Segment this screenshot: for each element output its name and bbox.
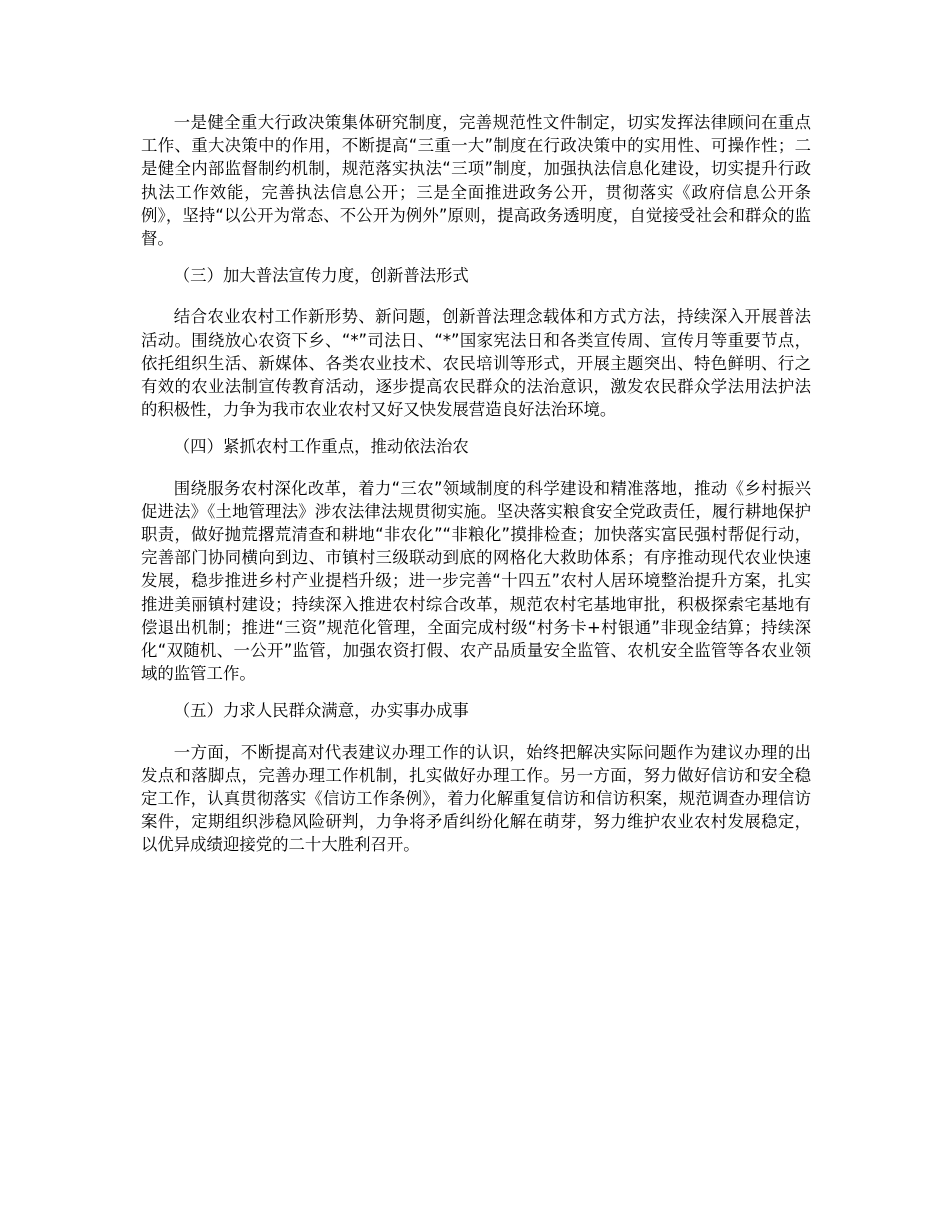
spacer: [141, 685, 811, 699]
section-heading-5: （五）力求人民群众满意，办实事办成事: [173, 701, 469, 721]
paragraph-rural-work: 围绕服务农村深化改革，着力“三农”领域制度的科学建设和精准落地，推动《乡村振兴促进法》《土地管理法》涉农法律法规贯彻实施。坚决落实粮食安全党政责任，履行耕地保护职责，做好抛荒撂荒清查和耕地“非农化”“非粮化”摸排检查；加快落实富民强村帮促行动，完善部门协同横向到边、市镇村三级联动到底的网格化大救助体系；有序推动现代农业快速发展，稳步推进乡村产业提档升级；进一步完善“十四五”农村人居环境整治提升方案，扎实推进美丽镇村建设；持续深入推进农村综合改革，规范农村宅基地审批，积极探索宅基地有偿退出机制；推进“三资”规范化管理，全面完成村级“村务卡+村银通”非现金结算；持续深化“双随机、一公开”监管，加强农资打假、农产品质量安全监管、农机安全监管等各农业领域的监管工作。: [141, 478, 811, 684]
spacer: [141, 459, 811, 477]
spacer: [141, 421, 811, 435]
paragraph-law-publicity: 结合农业农村工作新形势、新问题，创新普法理念载体和方式方法，持续深入开展普法活动。围绕放心农资下乡、“*”司法日、“*”国家宪法日和各类宣传周、宣传月等重要节点，依托组织生活、新媒体、各类农业技术、农民培训等形式，开展主题突出、特色鲜明、行之有效的农业法制宣传教育活动，逐步提高农民群众的法治意识，激发农民群众学法用法护法的积极性，力争为我市农业农村又好又快发展营造良好法治环境。: [141, 307, 811, 420]
spacer: [141, 250, 811, 264]
section-heading-3: （三）加大普法宣传力度，创新普法形式: [173, 266, 469, 286]
paragraph-legal-decision: 一是健全重大行政决策集体研究制度，完善规范性文件制定，切实发挥法律顾问在重点工作、重大决策中的作用，不断提高“三重一大”制度在行政决策中的实用性、可操作性；二是健全内部监督制约机制，规范落实执法“三项”制度，加强执法信息化建设，切实提升行政执法工作效能，完善执法信息公开；三是全面推进政务公开，贯彻落实《政府信息公开条例》，坚持“以公开为常态、不公开为例外”原则，提高政务透明度，自觉接受社会和群众的监督。: [141, 113, 811, 249]
spacer: [141, 723, 811, 741]
spacer: [141, 287, 811, 305]
section-heading-4: （四）紧抓农村工作重点，推动依法治农: [173, 437, 469, 457]
paragraph-public-satisfaction: 一方面，不断提高对代表建议办理工作的认识，始终把解决实际问题作为建议办理的出发点和落脚点，完善办理工作机制，扎实做好办理工作。另一方面，努力做好信访和安全稳定工作，认真贯彻落实《信访工作条例》，着力化解重复信访和信访积案，规范调查办理信访案件，定期组织涉稳风险研判，力争将矛盾纠纷化解在萌芽，努力维护农业农村发展稳定，以优异成绩迎接党的二十大胜利召开。: [141, 742, 811, 855]
document-page: [141, 111, 811, 857]
